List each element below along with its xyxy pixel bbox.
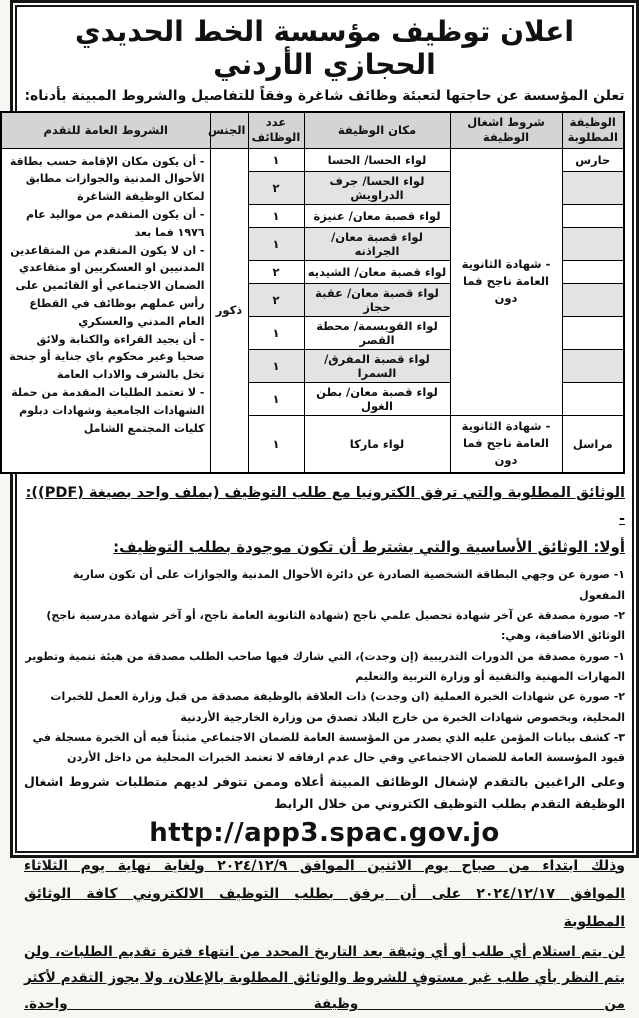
location-cell: لواء قصبة معان/ عقبة حجاز — [304, 283, 450, 316]
count-cell: ١ — [248, 227, 304, 260]
general-condition-item: - أن يكون مكان الإقامة حسب بطاقة الأحوال المدنية والجوازات مطابق لمكان الوظيفة الشاغرة — [9, 154, 205, 204]
page-title: اعلان توظيف مؤسسة الخط الحديدي الحجازي الأردني — [74, 15, 575, 81]
application-instructions: وعلى الراغبين بالتقدم لإشغال الوظائف المبينة أعلاه وممن تتوفر لديهم متطلبات شروط اشغال الوظيفة التقدم بطلب التوظيف الكتروني من خلال الرابط — [24, 773, 625, 812]
count-cell: ١ — [248, 316, 304, 349]
additional-document-item: ٣- كشف بيانات المؤمن عليه الذي يصدر من المؤسسة العامة للضمان الاجتماعي مثبتاً فيه أن الخبرة مسجلة في قيود المؤسسة العامة للضمان الاجتماعي وفي حال عدم ارفاقه لا تعتمد الخبرات المحلية من داخل الأردن — [32, 730, 625, 765]
job-cell-empty — [562, 204, 624, 227]
location-cell: لواء قصبة المفرق/ السمرا — [304, 349, 450, 382]
job-cell-empty — [562, 349, 624, 382]
count-cell: ٢ — [248, 260, 304, 283]
basic-document-item: ٢- صورة مصدقة عن آخر شهادة تحصيل علمي ناجح (شهادة الثانوية العامة ناجح، أو آخر شهادة مدرسية ناجح) — [46, 608, 625, 622]
messenger-requirement-cell: - شهادة الثانوية العامة ناجح فما دون — [450, 415, 562, 473]
basic-document-item: ١- صورة عن وجهي البطاقة الشخصية الصادرة عن دائرة الأحوال المدنية والجوازات على أن تكون سارية المفعول — [72, 568, 625, 602]
column-header-job: الوظيفة المطلوبة — [562, 112, 624, 148]
count-cell: ١ — [248, 415, 304, 473]
count-cell: ١ — [248, 382, 304, 415]
job-title-messenger: مراسل — [562, 415, 624, 473]
column-header-location: مكان الوظيفة — [304, 112, 450, 148]
column-header-count: عدد الوظائف — [248, 112, 304, 148]
documents-section — [24, 480, 625, 769]
location-cell: لواء الحسا/ جرف الدراويش — [304, 171, 450, 204]
general-condition-item: - ان لا يكون المتقدم من المتقاعدين المدنيين او العسكريين او متقاعدي الضمان الاجتماعي أو القائمين على رأس عملهم بوظائف في القطاع العام المدني والعسكري — [10, 243, 205, 328]
location-cell: لواء قصبة معان/ عنيزة — [304, 204, 450, 227]
job-cell-empty — [562, 316, 624, 349]
job-cell-empty — [562, 227, 624, 260]
job-title-guard: حارس — [562, 148, 624, 171]
advertisement-frame — [9, 5, 634, 1013]
job-cell-empty — [562, 283, 624, 316]
column-header-gender: الجنس — [210, 112, 248, 148]
advertisement-subtitle: تعلن المؤسسة عن حاجتها لتعبئة وظائف شاغرة وفقاً للتفاصيل والشروط المبينة بأدناه: — [24, 88, 625, 104]
guard-requirement-cell: - شهادة الثانوية العامة ناجح فما دون — [450, 148, 562, 415]
basic-documents-heading: أولا: الوثائق الأساسية والتي يشترط أن تكون موجودة بطلب التوظيف: — [113, 538, 625, 557]
job-cell-empty — [562, 382, 624, 415]
vacancies-table — [0, 111, 625, 474]
location-cell: لواء قصبة معان/ الجراذنه — [304, 227, 450, 260]
job-advertisement — [9, 0, 639, 1013]
job-cell-empty — [562, 260, 624, 283]
general-conditions-cell — [1, 148, 210, 473]
application-url-link[interactable]: http://app3.spac.gov.jo — [149, 817, 500, 848]
documents-intro: الوثائق المطلوبة والتي ترفق الكترونيا مع طلب التوظيف (بملف واحد بصيغة (PDF)): - — [25, 485, 625, 528]
count-cell: ١ — [248, 349, 304, 382]
table-row — [1, 148, 624, 171]
column-header-general-conditions: الشروط العامة للتقدم — [1, 112, 210, 148]
additional-document-item: ٢- صورة عن شهادات الخبرة العملية (ان وجدت) ذات العلاقة بالوظيفة مصدقة من قبل وزارة العمل للخبرات المحلية، وبخصوص شهادات الخبرة من خارج البلاد تصدق من وزارة الخارجية الأردنية — [50, 690, 625, 724]
location-cell: لواء قصبة معان/ الشيديه — [304, 260, 450, 283]
additional-documents-heading: الوثائق الاضافية، وهي: — [500, 629, 625, 643]
location-cell: لواء الحسا/ الحسا — [304, 148, 450, 171]
application-period-text: وذلك ابتداء من صباح يوم الاثنين الموافق ٢٠٢٤/١٢/٩ ولغاية نهاية يوم الثلاثاء الموافق ٢٠٢٤/١٢/١٧ على أن يرفق بطلب التوظيف الالكتروني كافة الوثائق المطلوبة — [24, 857, 626, 930]
location-cell: لواء ماركا — [304, 415, 450, 473]
general-condition-item: - أن يكون المتقدم من مواليد عام ١٩٧٦ فما بعد — [26, 207, 205, 239]
job-cell-empty — [562, 171, 624, 204]
count-cell: ١ — [248, 204, 304, 227]
count-cell: ٢ — [248, 171, 304, 204]
additional-document-item: ١- صورة مصدقة من الدورات التدريبية (إن وجدت)، التي شارك فيها صاحب الطلب مصدقة من هيئة تنمية وتطوير المهارات المهنية والتقنية أو وزارة التربية والتعليم — [25, 649, 625, 683]
general-condition-item: - أن يجيد القراءة والكتابة ولائق صحيا وغير محكوم باي جناية أو جنحة تخل بالشرف والاداب العامة — [9, 332, 205, 382]
location-cell: لواء قصبة معان/ بطن الغول — [304, 382, 450, 415]
general-condition-item: - لا تعتمد الطلبات المقدمة من حملة الشهادات الجامعية وشهادات دبلوم كليات المجتمع الشامل — [11, 386, 205, 435]
column-header-occupancy-conditions: شروط اشغال الوظيفة — [450, 112, 562, 148]
gender-cell: ذكور — [210, 148, 248, 473]
location-cell: لواء القويسمة/ محطة القصر — [304, 316, 450, 349]
count-cell: ١ — [248, 148, 304, 171]
table-header-row — [1, 112, 624, 148]
count-cell: ٢ — [248, 283, 304, 316]
closing-conditions-text: لن يتم استلام أي طلب أو أي وثيقة بعد التاريخ المحدد من انتهاء فترة تقديم الطلبات، ولن يتم النظر بأي طلب غير مستوفٍ للشروط والوثائق المطلوبة بالإعلان، ولا يجوز التقدم لأكثر من وظيفة واحدة. — [24, 943, 625, 1013]
